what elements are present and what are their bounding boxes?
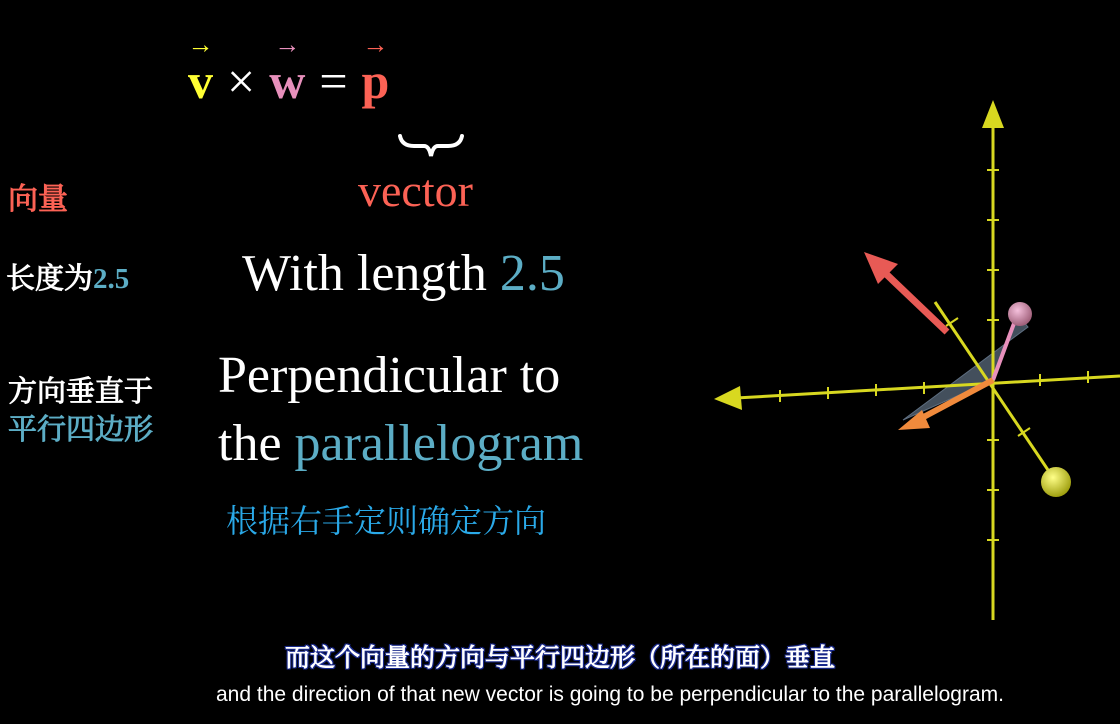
subtitle-chinese: 而这个向量的方向与平行四边形（所在的面）垂直 [284, 643, 835, 672]
perpendicular-line1: Perpendicular to [218, 347, 561, 404]
subtitle-english: and the direction of that new vector is going to be perpendicular to the parallelogram. [216, 683, 1004, 706]
vector-p-symbol: → p [362, 52, 390, 110]
cross-product-formula [188, 52, 389, 122]
vector-w-symbol: → w [269, 52, 305, 110]
length-statement [242, 244, 565, 303]
parallelogram-word: parallelogram [294, 415, 584, 472]
vector-p-arrow [884, 272, 947, 332]
cn-length-prefix: 长度为 [6, 261, 94, 295]
cn-vector-label: 向量 [8, 182, 68, 217]
perpendicular-statement [218, 342, 583, 478]
vector-w-arrow [993, 318, 1016, 380]
cn-direction-line2: 平行四边形 [8, 412, 154, 446]
vector-w-tip [1008, 302, 1032, 326]
length-prefix: With length [242, 245, 487, 302]
z-axis-arrowhead [982, 100, 1004, 128]
vector-v-symbol: → v [188, 52, 213, 110]
3d-vector-scene [700, 90, 1120, 630]
cn-direction-label [8, 372, 153, 448]
cn-direction-line1: 方向垂直于 [8, 374, 154, 408]
x-axis-arrowhead [714, 386, 742, 410]
cn-length-value: 2.5 [93, 263, 130, 295]
vector-label: vector [358, 165, 473, 216]
x-axis [736, 376, 1120, 398]
times-operator: × [227, 53, 256, 109]
underbrace-icon [398, 132, 464, 162]
length-value: 2.5 [499, 245, 565, 302]
perpendicular-line2 [218, 410, 583, 478]
cn-length-label [6, 256, 129, 297]
y-axis-sphere [1041, 467, 1071, 497]
right-hand-rule-note: 根据右手定则确定方向 [226, 502, 547, 540]
equals-operator: = [319, 53, 348, 109]
perpendicular-line2-prefix: the [218, 415, 282, 472]
